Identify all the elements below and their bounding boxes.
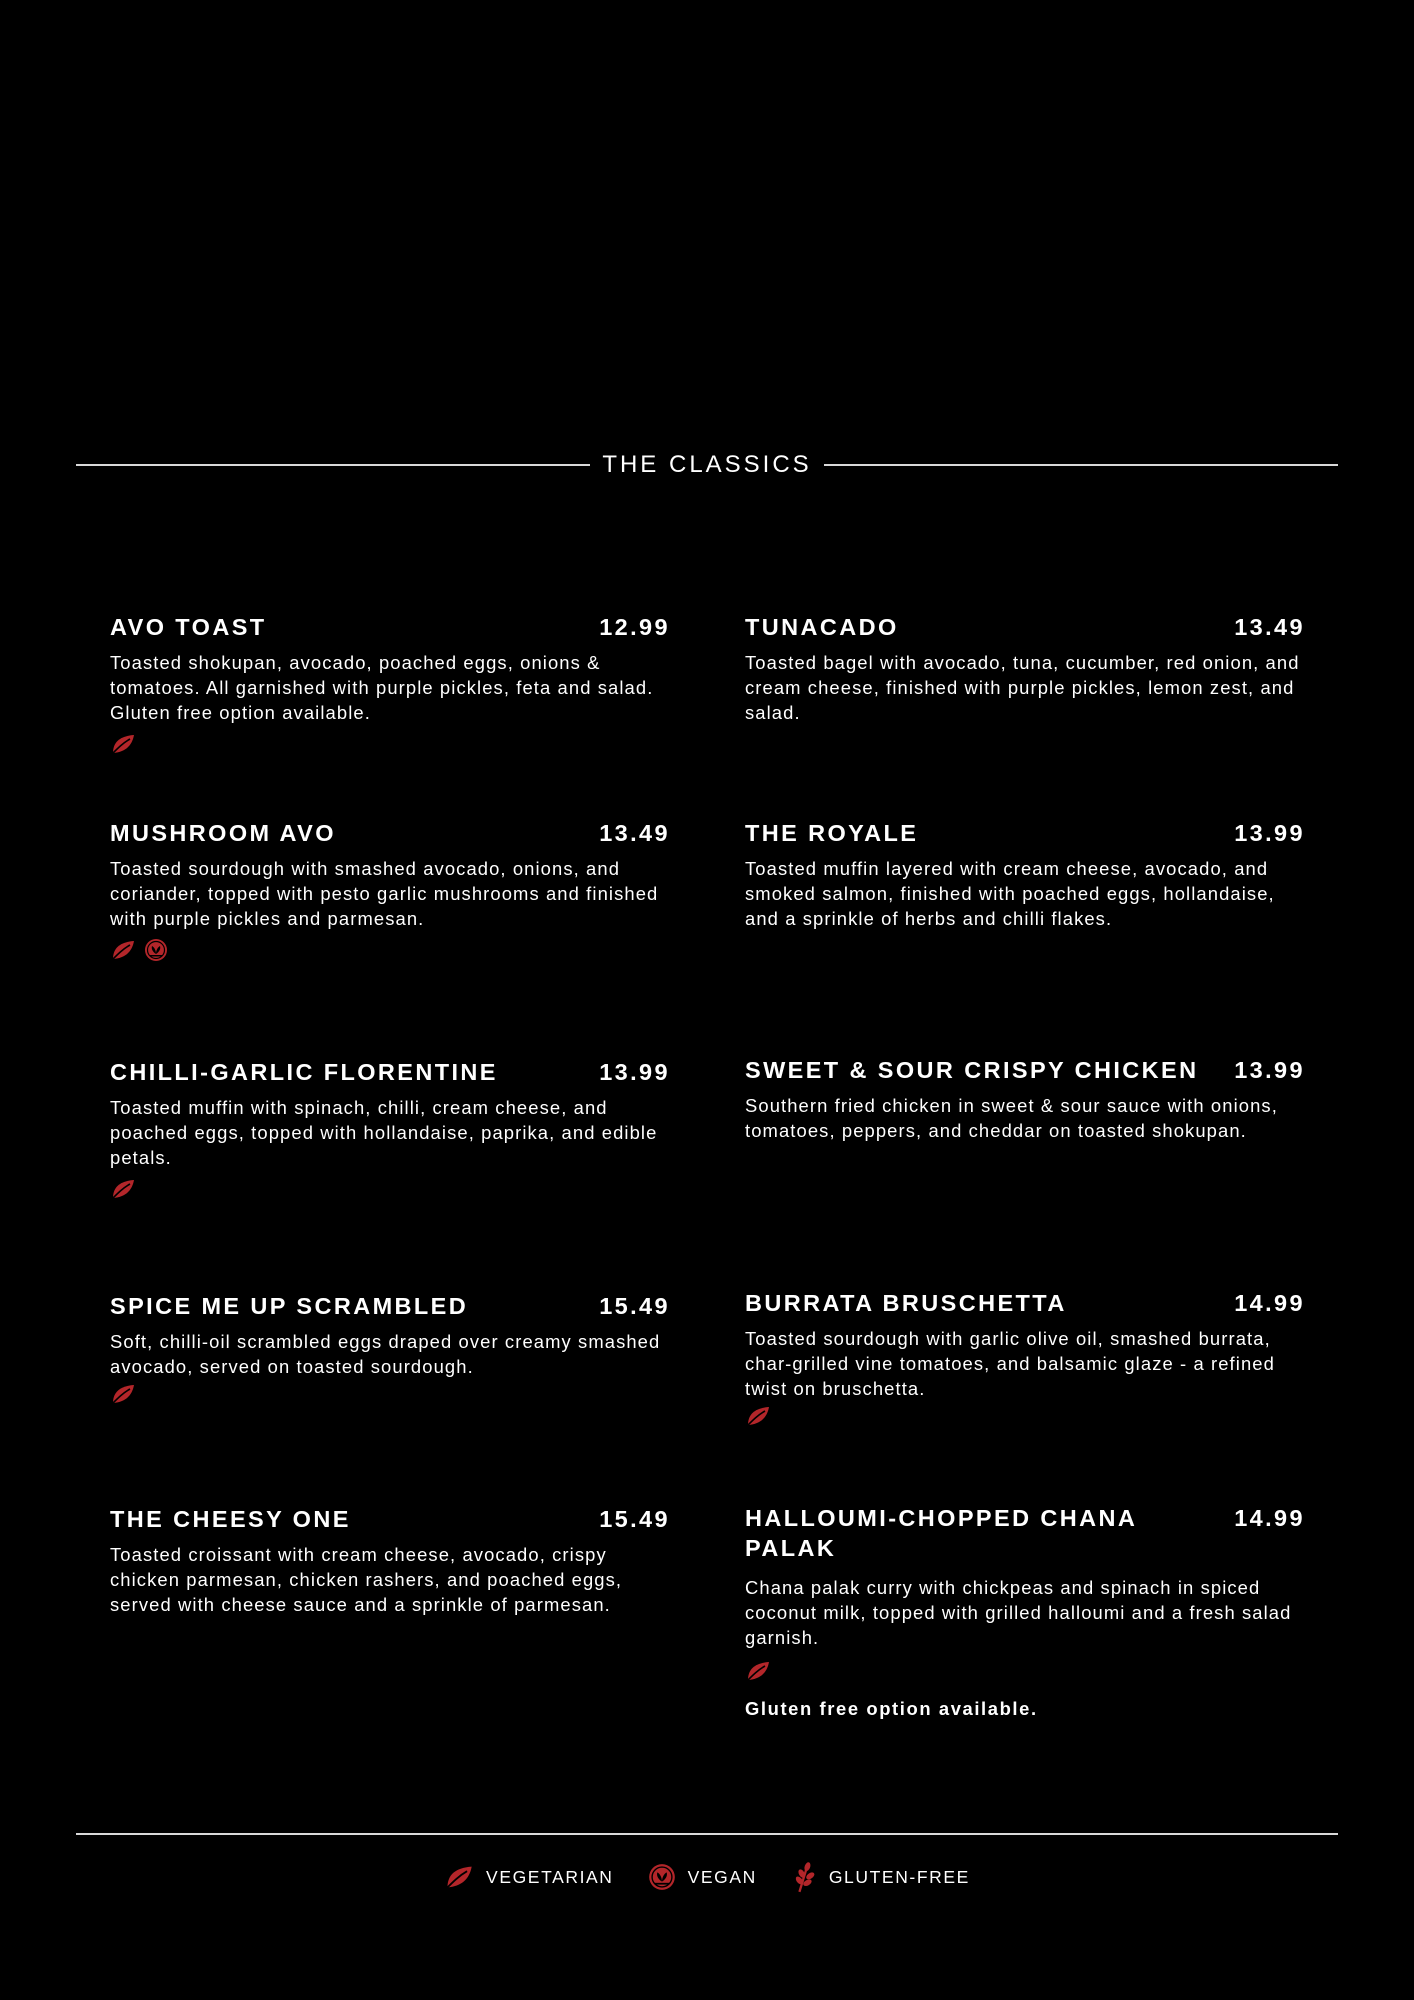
item-price: 12.99 xyxy=(599,614,670,640)
menu-item-sweet-sour-crispy-chicken xyxy=(745,1055,1305,1143)
menu-item-the-cheesy-one xyxy=(110,1504,670,1617)
legend-gluten-free xyxy=(791,1861,970,1893)
item-name: THE ROYALE xyxy=(745,820,919,846)
item-price: 13.99 xyxy=(1234,820,1305,846)
item-description: Toasted croissant with cream cheese, avocado, crispy chicken parmesan, chicken rashers, and poached eggs, served with cheese sauce and a sprinkle of parmesan. xyxy=(110,1544,623,1615)
menu-item-halloumi-chopped-chana-palak xyxy=(745,1503,1305,1720)
item-name: CHILLI-GARLIC FLORENTINE xyxy=(110,1059,498,1085)
legend-vegan xyxy=(648,1863,757,1891)
menu-item-the-royale xyxy=(745,818,1305,931)
item-name: THE CHEESY ONE xyxy=(110,1506,351,1532)
item-name: BURRATA BRUSCHETTA xyxy=(745,1290,1067,1316)
item-price: 15.49 xyxy=(599,1506,670,1532)
vegetarian-icon xyxy=(110,939,136,961)
item-name: AVO TOAST xyxy=(110,614,267,640)
item-price: 15.49 xyxy=(599,1293,670,1319)
item-description: Toasted sourdough with garlic olive oil, smashed burrata, char-grilled vine tomatoes, and balsamic glaze - a refined twist on bruschetta. xyxy=(745,1328,1275,1399)
item-description: Toasted muffin with spinach, chilli, cream cheese, and poached eggs, topped with hollandaise, paprika, and edible petals. xyxy=(110,1097,658,1168)
menu-item-avo-toast xyxy=(110,612,670,757)
legend-label: GLUTEN-FREE xyxy=(828,1866,970,1887)
item-name: TUNACADO xyxy=(745,614,899,640)
vegetarian-icon xyxy=(745,1405,771,1427)
header-rule-right xyxy=(824,464,1338,466)
vegetarian-icon xyxy=(110,1178,136,1200)
item-note: Gluten free option available. xyxy=(745,1698,1038,1719)
item-price: 13.49 xyxy=(1234,614,1305,640)
item-price: 13.99 xyxy=(599,1059,670,1085)
dietary-legend xyxy=(0,1860,1414,1894)
item-price: 13.99 xyxy=(1234,1057,1305,1083)
item-description: Chana palak curry with chickpeas and spinach in spiced coconut milk, topped with grilled halloumi and a fresh salad garnish. xyxy=(745,1577,1292,1648)
vegetarian-icon xyxy=(745,1660,771,1682)
item-description: Toasted shokupan, avocado, poached eggs, onions & tomatoes. All garnished with purple pickles, feta and salad. Gluten free option available. xyxy=(110,652,654,723)
section-header xyxy=(76,447,1338,483)
item-description: Soft, chilli-oil scrambled eggs draped over creamy smashed avocado, served on toasted sourdough. xyxy=(110,1331,661,1377)
item-description: Toasted muffin layered with cream cheese, avocado, and smoked salmon, finished with poached eggs, hollandaise, and a sprinkle of herbs and chilli flakes. xyxy=(745,858,1275,929)
menu-item-mushroom-avo xyxy=(110,818,670,963)
footer-rule xyxy=(76,1833,1338,1835)
item-name: SWEET & SOUR CRISPY CHICKEN xyxy=(745,1057,1199,1083)
legend-vegetarian xyxy=(444,1864,614,1890)
menu-item-tunacado xyxy=(745,612,1305,725)
menu-item-spice-me-up-scrambled xyxy=(110,1291,670,1407)
item-price: 14.99 xyxy=(1234,1505,1305,1531)
legend-label: VEGETARIAN xyxy=(486,1866,614,1887)
item-name: HALLOUMI-CHOPPED CHANA PALAK xyxy=(745,1505,1137,1561)
section-title: THE CLASSICS xyxy=(602,451,812,478)
legend-label: VEGAN xyxy=(687,1866,757,1887)
item-description: Toasted bagel with avocado, tuna, cucumber, red onion, and cream cheese, finished with purple pickles, lemon zest, and salad. xyxy=(745,652,1300,723)
menu-item-burrata-bruschetta xyxy=(745,1288,1305,1429)
vegetarian-icon xyxy=(444,1864,474,1890)
header-rule-left xyxy=(76,464,590,466)
vegetarian-icon xyxy=(110,733,136,755)
menu-item-chilli-garlic-florentine xyxy=(110,1057,670,1202)
vegetarian-icon xyxy=(110,1383,136,1405)
item-name: SPICE ME UP SCRAMBLED xyxy=(110,1293,469,1319)
vegan-icon xyxy=(144,938,168,962)
item-name: MUSHROOM AVO xyxy=(110,820,336,846)
vegan-icon xyxy=(648,1863,676,1891)
item-description: Toasted sourdough with smashed avocado, onions, and coriander, topped with pesto garlic mushrooms and finished with purple pickles and parmesan. xyxy=(110,858,659,929)
item-price: 14.99 xyxy=(1234,1290,1305,1316)
gluten-free-icon xyxy=(791,1861,817,1893)
item-price: 13.49 xyxy=(599,820,670,846)
item-description: Southern fried chicken in sweet & sour sauce with onions, tomatoes, peppers, and cheddar on toasted shokupan. xyxy=(745,1095,1278,1141)
